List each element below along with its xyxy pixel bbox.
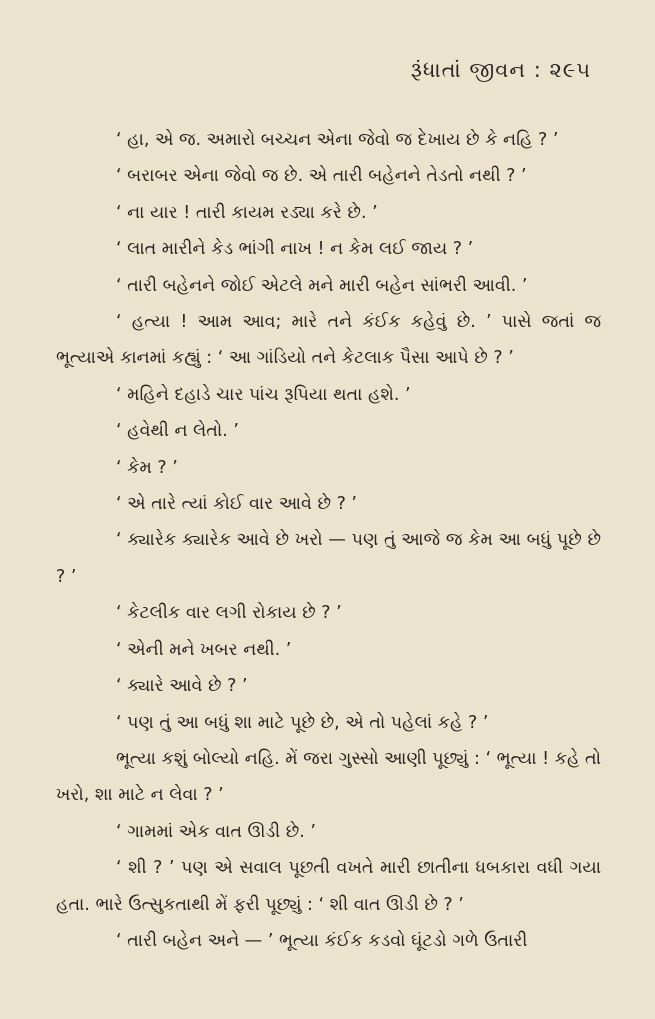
paragraph: ‘ પણ તું આ બધું શા માટે પૂછે છે, એ તો પહેલાં કહે ? ’: [116, 712, 489, 733]
paragraph: ભૂત્યા કશું બોલ્યો નહિ. મેં જરા ગુસ્સો આણી પૂછ્યું : ‘ ભૂત્યા ! કહે તો ખરો, શા માટે ન લેવા ? ’: [56, 748, 601, 806]
paragraph: ‘ હત્યા ! આમ આવ; મારે તને કંઈક કહેવું છે. ’ પાસે જતાં જ ભૂત્યાએ કાનમાં કહ્યું : ‘ આ ગાંડિયો તને કેટલાક પૈસા આપે છે ? ’: [56, 312, 601, 369]
paragraph: ‘ મહિને દહાડે ચાર પાંચ રૂપિયા થતા હશે. ’: [116, 384, 411, 405]
paragraph: ‘ લાત મારીને કેડ ભાંગી નાખ ! ન કેમ લઈ જાય ? ’: [116, 239, 474, 260]
paragraph: ‘ ના યાર ! તારી કાયમ રડ્યા કરે છે. ’: [116, 202, 378, 223]
paragraph: ‘ કેટલીક વાર લગી રોકાય છે ? ’: [116, 603, 342, 624]
paragraph: ‘ એ તારે ત્યાં કોઈ વાર આવે છે ? ’: [116, 494, 357, 515]
page-body: [56, 122, 601, 959]
paragraph: ‘ ક્યારે આવે છે ? ’: [116, 676, 248, 697]
paragraph: ‘ શી ? ’ પણ એ સવાલ પૂછતી વખતે મારી છાતીના ધબકારા વધી ગયા હતા. ભારે ઉત્સુકતાથી મેં ફરી પૂછ્યું : ‘ શી વાત ઊડી છે ? ’: [56, 858, 601, 915]
paragraph: ‘ હા, એ જ. અમારો બચ્ચન એના જેવો જ દેખાય છે કે નહિ ? ’: [116, 130, 559, 150]
paragraph: ‘ કેમ ? ’: [116, 457, 178, 478]
paragraph: ‘ ક્યારેક ક્યારેક આવે છે ખરો — પણ તું આજે જ કેમ આ બધું પૂછે છે ? ’: [56, 530, 601, 587]
paragraph: ‘ ગામમાં એક વાત ઊડી છે. ’: [116, 821, 316, 842]
paragraph: ‘ એની મને ખબર નથી. ’: [116, 639, 292, 660]
running-head: રૂંધાતાં જીવન : ૨૯૫: [410, 58, 591, 82]
paragraph: ‘ હવેથી ન લેતો. ’: [116, 421, 239, 442]
paragraph: ‘ તારી બહેન અને — ’ ભૂત્યા કંઈક કડવો ઘૂંટડો ગળે ઉતારી: [116, 930, 528, 951]
paragraph: ‘ બરાબર એના જેવો જ છે. એ તારી બહેનને તેડતો નથી ? ’: [116, 166, 527, 187]
paragraph: ‘ તારી બહેનને જોઈ એટલે મને મારી બહેન સાંભરી આવી. ’: [116, 275, 528, 296]
